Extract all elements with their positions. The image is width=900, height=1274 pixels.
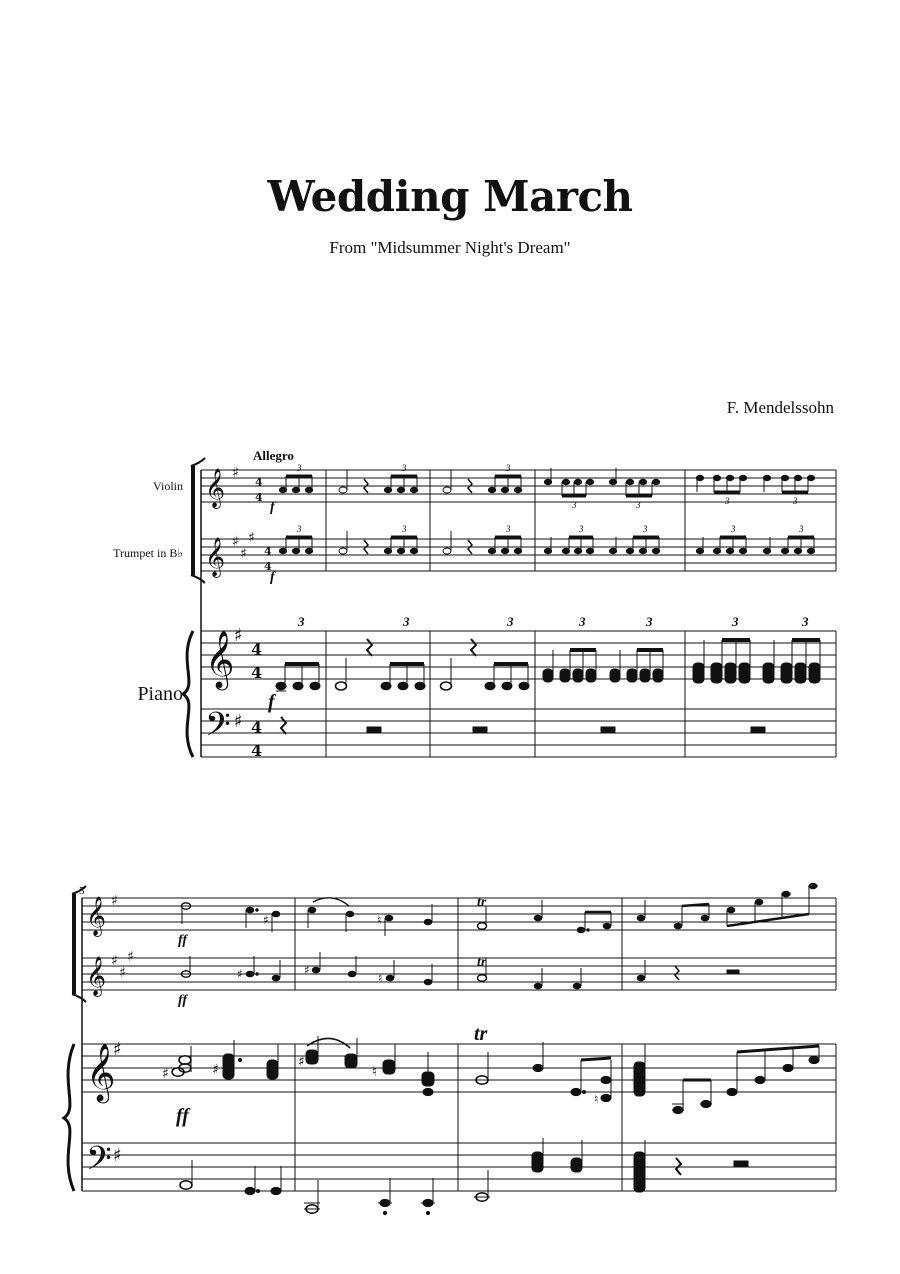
svg-text:♯: ♯: [304, 963, 310, 977]
piano-label: Piano: [137, 683, 183, 705]
dynamic-piano-ff: ff: [176, 1105, 189, 1127]
svg-text:♯: ♯: [232, 534, 239, 550]
key-signatures-1: [232, 465, 255, 732]
svg-text:𝄢: 𝄢: [86, 1140, 112, 1186]
svg-text:♯: ♯: [263, 913, 269, 927]
tuplet-number: 3: [731, 524, 736, 534]
trill-trumpet: tr: [477, 955, 487, 970]
tuplet-number: 3: [572, 500, 577, 510]
time-signatures-1: [251, 476, 272, 760]
dynamic-trumpet-f: f: [270, 570, 275, 585]
tuplet-number: 3: [403, 614, 410, 629]
tuplet-number: 3: [506, 463, 511, 473]
tuplet-number: 3: [646, 614, 653, 629]
svg-text:𝄞: 𝄞: [205, 537, 226, 577]
svg-text:♯: ♯: [240, 546, 247, 562]
svg-text:♮: ♮: [377, 913, 382, 927]
piano-treble-staff-2: [82, 1044, 836, 1092]
tuplet-number: 3: [579, 524, 584, 534]
svg-text:4: 4: [251, 741, 263, 760]
tuplet-number: 3: [636, 500, 641, 510]
svg-text:♯: ♯: [232, 465, 239, 481]
tuplet-number: 3: [402, 463, 407, 473]
svg-text:𝄞: 𝄞: [205, 468, 226, 508]
trill-piano: tr: [474, 1023, 488, 1045]
tuplet-number: 3: [793, 496, 798, 506]
tuplet-number: 3: [802, 614, 809, 629]
violin-notes-1: [279, 468, 814, 496]
clefs-2: [86, 893, 134, 1186]
svg-text:4: 4: [255, 491, 263, 504]
svg-text:4: 4: [251, 663, 263, 682]
tuplet-number: 3: [297, 524, 302, 534]
svg-text:𝄞: 𝄞: [86, 1043, 116, 1101]
piece-subtitle: From "Midsummer Night's Dream": [329, 238, 571, 257]
svg-text:♮: ♮: [594, 1092, 599, 1106]
svg-text:♯: ♯: [127, 949, 134, 965]
tuplet-number: 3: [506, 524, 511, 534]
svg-text:♯: ♯: [237, 967, 243, 981]
svg-text:♯: ♯: [113, 1039, 122, 1060]
tuplet-number: 3: [799, 524, 804, 534]
composer-name: F. Mendelssohn: [726, 398, 834, 417]
piece-title: Wedding March: [267, 172, 633, 221]
svg-text:4: 4: [264, 560, 272, 573]
svg-text:♯: ♯: [298, 1054, 305, 1070]
dynamic-violin-ff: ff: [178, 933, 188, 948]
svg-text:♮: ♮: [372, 1064, 378, 1080]
tuplet-number: 3: [643, 524, 648, 534]
svg-text:𝄞: 𝄞: [205, 630, 235, 688]
piano-treble-notes-2: [162, 1036, 819, 1114]
trumpet-staff-1: [201, 539, 836, 571]
svg-text:♯: ♯: [212, 1062, 219, 1078]
system-1: [183, 458, 836, 757]
trumpet-notes-1: [279, 531, 814, 554]
svg-text:𝄞: 𝄞: [86, 956, 107, 996]
tuplet-number: 3: [298, 614, 305, 629]
piano-bass-staff-2: [82, 1143, 836, 1191]
svg-text:♯: ♯: [234, 711, 243, 732]
svg-text:♮: ♮: [378, 971, 383, 985]
system-2: [64, 886, 836, 1191]
tuplet-number: 3: [725, 496, 730, 506]
svg-text:♯: ♯: [119, 965, 126, 981]
tempo-marking: Allegro: [253, 448, 294, 463]
svg-text:♯: ♯: [234, 625, 243, 646]
violin-staff-2: [82, 898, 836, 930]
svg-text:𝄞: 𝄞: [86, 896, 107, 936]
dynamic-trumpet-ff: ff: [178, 993, 188, 1008]
tuplet-number: 3: [297, 463, 302, 473]
trumpet-staff-2: [82, 958, 836, 990]
tuplet-number: 3: [402, 524, 407, 534]
svg-text:♯: ♯: [111, 893, 118, 909]
piano-bass-rests-1: [281, 717, 765, 734]
trill-violin: tr: [477, 895, 487, 910]
dynamic-violin-f: f: [270, 500, 275, 515]
piano-bass-staff-1: [201, 709, 836, 757]
piano-bass-notes-2: [180, 1138, 748, 1215]
svg-text:4: 4: [255, 476, 263, 489]
clefs-1: [205, 468, 235, 752]
svg-text:4: 4: [264, 545, 272, 558]
violin-notes-2: [182, 883, 819, 936]
svg-text:♯: ♯: [113, 1145, 122, 1166]
piano-treble-notes-1: [276, 639, 820, 691]
svg-text:♯: ♯: [248, 530, 255, 546]
svg-text:♯: ♯: [162, 1066, 169, 1082]
svg-text:4: 4: [251, 718, 263, 737]
trumpet-label: Trumpet in B♭: [113, 546, 183, 560]
svg-text:4: 4: [251, 640, 263, 659]
tuplet-number: 3: [732, 614, 739, 629]
violin-label: Violin: [153, 479, 183, 493]
tuplet-number: 3: [507, 614, 514, 629]
dynamic-piano-f: f: [268, 691, 275, 713]
svg-text:♯: ♯: [111, 953, 118, 969]
tuplet-number: 3: [579, 614, 586, 629]
svg-text:𝄢: 𝄢: [205, 706, 231, 752]
measure-number-5: 5: [79, 885, 85, 897]
